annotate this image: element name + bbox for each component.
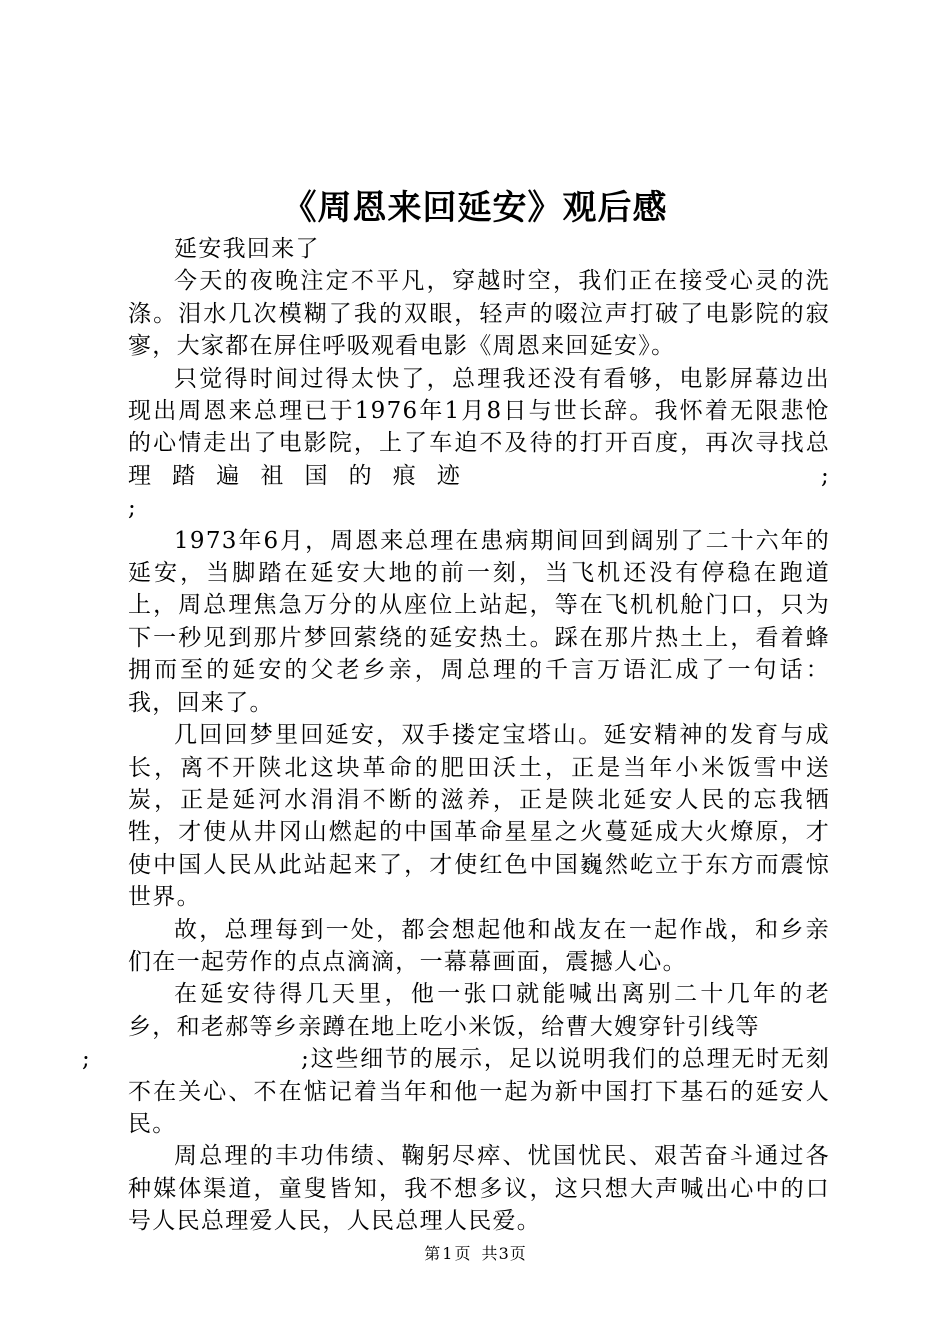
paragraph-2-text: 只觉得时间过得太快了，总理我还没有看够，电影屏幕边出现出周恩来总理已于1976年1月8日与世长辞。我怀着无限悲怆的心情走出了电影院，上了车迫不及待的打开百度，再次寻找总理踏遍祖国的痕迹 — [128, 365, 830, 489]
paragraph-1: 今天的夜晚注定不平凡，穿越时空，我们正在接受心灵的洗涤。泪水几次模糊了我的双眼，轻声的啜泣声打破了电影院的寂寥，大家都在屏住呼吸观看电影《周恩来回延安》。 — [128, 268, 830, 360]
footer-total-pages: 3 — [498, 1244, 509, 1263]
paragraph-6 — [82, 978, 830, 1140]
footer-page-number: 1 — [442, 1244, 453, 1263]
paragraph-2-semicolon: ; — [820, 462, 830, 489]
paragraph-6-continuation: ;这些细节的展示，足以说明我们的总理无时无刻不在关心、不在惦记着当年和他一起为新中国打下基石的延安人民。 — [128, 1046, 830, 1137]
paragraph-6-text: 在延安待得几天里，他一张口就能喊出离别二十几年的老乡，和老郝等乡亲蹲在地上吃小米饭，给曹大嫂穿针引线等 — [128, 981, 830, 1040]
document-body — [82, 233, 830, 1238]
footer-total-info: 共3页 — [481, 1244, 526, 1263]
paragraph-6-semicolon: ; — [82, 1046, 92, 1073]
paragraph-4: 几回回梦里回延安，双手搂定宝塔山。延安精神的发育与成长，离不开陕北这块革命的肥田沃土，正是当年小米饭雪中送炭，正是延河水涓涓不断的滋养，正是陕北延安人民的忘我牺牲，才使从井冈山燃起的中国革命星星之火蔓延成大火燎原，才使中国人民从此站起来了，才使红色中国巍然屹立于东方而震惊世界。 — [128, 722, 830, 911]
paragraph-2 — [128, 363, 830, 493]
page-footer — [0, 1244, 950, 1264]
paragraph-3: 1973年6月，周恩来总理在患病期间回到阔别了二十六年的延安，当脚踏在延安大地的前一刻，当飞机还没有停稳在跑道上，周总理焦急万分的从座位上站起，等在飞机机舱门口，只为下一秒见到那片梦回萦绕的延安热土。踩在那片热土上，看着蜂拥而至的延安的父老乡亲，周总理的千言万语汇成了一句话：我，回来了。 — [128, 527, 830, 716]
footer-page-info: 第 1 页 — [424, 1244, 471, 1263]
paragraph-5: 故，总理每到一处，都会想起他和战友在一起作战，和乡亲们在一起劳作的点点滴滴，一幕幕画面，震撼人心。 — [128, 916, 830, 975]
paragraph-subtitle: 延安我回来了 — [174, 236, 320, 262]
paragraph-7: 周总理的丰功伟绩、鞠躬尽瘁、忧国忧民、艰苦奋斗通过各种媒体渠道，童叟皆知，我不想多议，这只想大声喊出心中的口号人民总理爱人民，人民总理人民爱。 — [128, 1143, 830, 1235]
document-title: 《周恩来回延安》观后感 — [282, 188, 668, 228]
paragraph-semicolon-line: ; — [128, 495, 138, 522]
